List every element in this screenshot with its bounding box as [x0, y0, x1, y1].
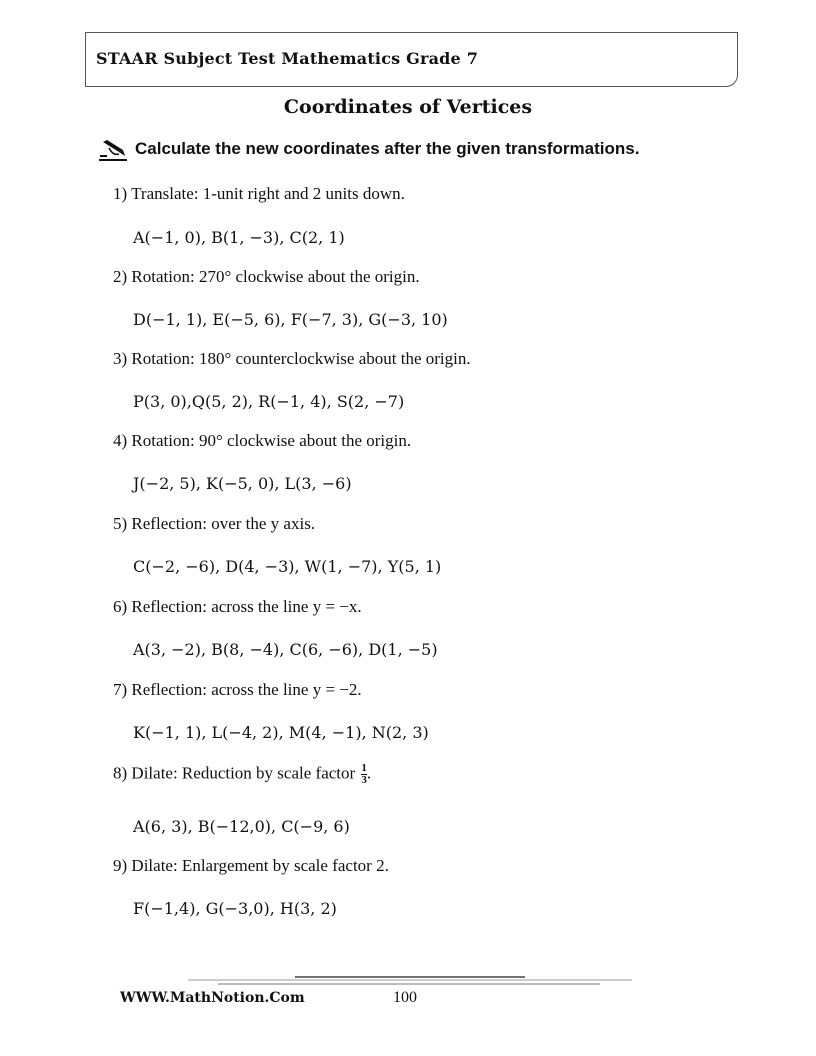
- problem-number: 2): [113, 267, 128, 286]
- problem-prompt: Dilate: Enlargement by scale factor 2.: [131, 856, 389, 875]
- problem-9-points: F(−1,4), G(−3,0), H(3, 2): [133, 899, 337, 918]
- problem-1-points: A(−1, 0), B(1, −3), C(2, 1): [133, 228, 345, 247]
- problem-prompt: Reflection: across the line y = −x.: [131, 597, 362, 616]
- pencil-writing-icon: [97, 136, 129, 162]
- problem-4-points: J(−2, 5), K(−5, 0), L(3, −6): [133, 474, 352, 493]
- instruction: [97, 136, 639, 162]
- problem-number: 8): [113, 763, 128, 783]
- problem-prompt: Dilate: Reduction by scale factor: [131, 763, 356, 783]
- problem-prompt: Rotation: 180° counterclockwise about the origin.: [131, 349, 471, 368]
- problem-prompt: Reflection: over the y axis.: [131, 514, 316, 533]
- problem-1: [113, 184, 405, 204]
- problem-3-points: P(3, 0),Q(5, 2), R(−1, 4), S(2, −7): [133, 392, 405, 411]
- problem-6-points: A(3, −2), B(8, −4), C(6, −6), D(1, −5): [133, 640, 438, 659]
- problem-8: [113, 763, 371, 786]
- fraction-denominator: 3: [361, 774, 367, 786]
- problem-5-points: C(−2, −6), D(4, −3), W(1, −7), Y(5, 1): [133, 557, 442, 576]
- problem-prompt: Translate: 1-unit right and 2 units down.: [131, 184, 405, 203]
- fraction-numerator: 1: [361, 762, 367, 774]
- problem-9: [113, 856, 389, 876]
- problem-8-points: A(6, 3), B(−12,0), C(−9, 6): [133, 817, 350, 836]
- header-box: [85, 32, 738, 87]
- problem-number: 1): [113, 184, 128, 203]
- instruction-text: Calculate the new coordinates after the given transformations.: [135, 139, 640, 158]
- problem-number: 9): [113, 856, 128, 875]
- problem-5: [113, 514, 315, 534]
- problem-number: 3): [113, 349, 128, 368]
- problem-prompt: Reflection: across the line y = −2.: [131, 680, 362, 699]
- problem-number: 4): [113, 431, 128, 450]
- problem-2: [113, 267, 420, 287]
- problem-3: [113, 349, 471, 369]
- problem-prompt: Rotation: 270° clockwise about the origin.: [131, 267, 420, 286]
- page-number: 100: [393, 989, 417, 1006]
- problem-7-points: K(−1, 1), L(−4, 2), M(4, −1), N(2, 3): [133, 723, 429, 742]
- problem-7: [113, 680, 362, 700]
- problem-prompt: Rotation: 90° clockwise about the origin.: [131, 431, 412, 450]
- problem-4: [113, 431, 411, 451]
- problem-number: 7): [113, 680, 128, 699]
- footer-url: WWW.MathNotion.Com: [120, 990, 305, 1006]
- problem-2-points: D(−1, 1), E(−5, 6), F(−7, 3), G(−3, 10): [133, 310, 448, 329]
- problem-prompt-end: .: [366, 763, 372, 783]
- problem-number: 5): [113, 514, 128, 533]
- header-title: STAAR Subject Test Mathematics Grade 7: [96, 49, 479, 68]
- problem-number: 6): [113, 597, 128, 616]
- problem-6: [113, 597, 362, 617]
- page-title: Coordinates of Vertices: [283, 96, 533, 118]
